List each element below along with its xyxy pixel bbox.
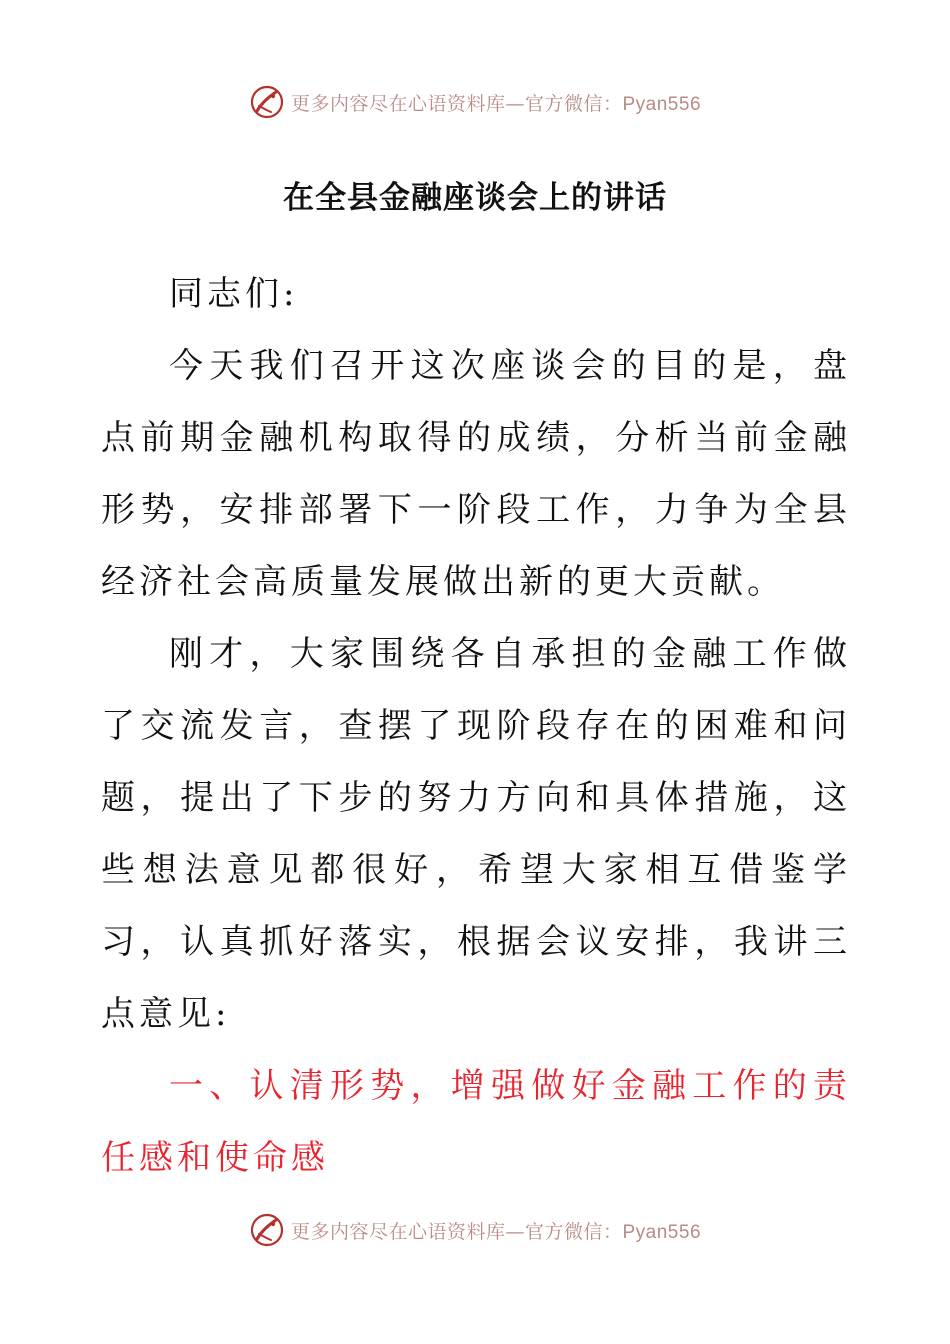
- greeting: 同志们:: [169, 274, 299, 314]
- pen-logo-icon: [249, 1212, 285, 1248]
- document-title: 在全县金融座谈会上的讲话: [283, 180, 667, 216]
- wechat-id: Pyan556: [622, 93, 702, 115]
- section-heading: 一、认清形势，增强做好金融工作的责任感和使命感: [101, 1066, 851, 1178]
- paragraph-1: 今天我们召开这次座谈会的目的是，盘点前期金融机构取得的成绩，分析当前金融形势，安排部署下一阶段工作，力争为全县经济社会高质量发展做出新的更大贡献。: [101, 346, 851, 602]
- pen-logo-icon: [249, 84, 285, 120]
- wechat-id: Pyan556: [622, 1221, 702, 1243]
- document-body: [101, 258, 851, 1194]
- header-banner: [0, 82, 950, 122]
- banner-text: 更多内容尽在心语资料库—官方微信：Pyan556: [290, 92, 702, 115]
- banner-text: 更多内容尽在心语资料库—官方微信：Pyan556: [290, 1220, 702, 1243]
- paragraph-2: 刚才，大家围绕各自承担的金融工作做了交流发言，查摆了现阶段存在的困难和问题，提出了下步的努力方向和具体措施，这些想法意见都很好，希望大家相互借鉴学习，认真抓好落实，根据会议安排，我讲三点意见:: [101, 634, 851, 1034]
- footer-banner: [0, 1210, 950, 1250]
